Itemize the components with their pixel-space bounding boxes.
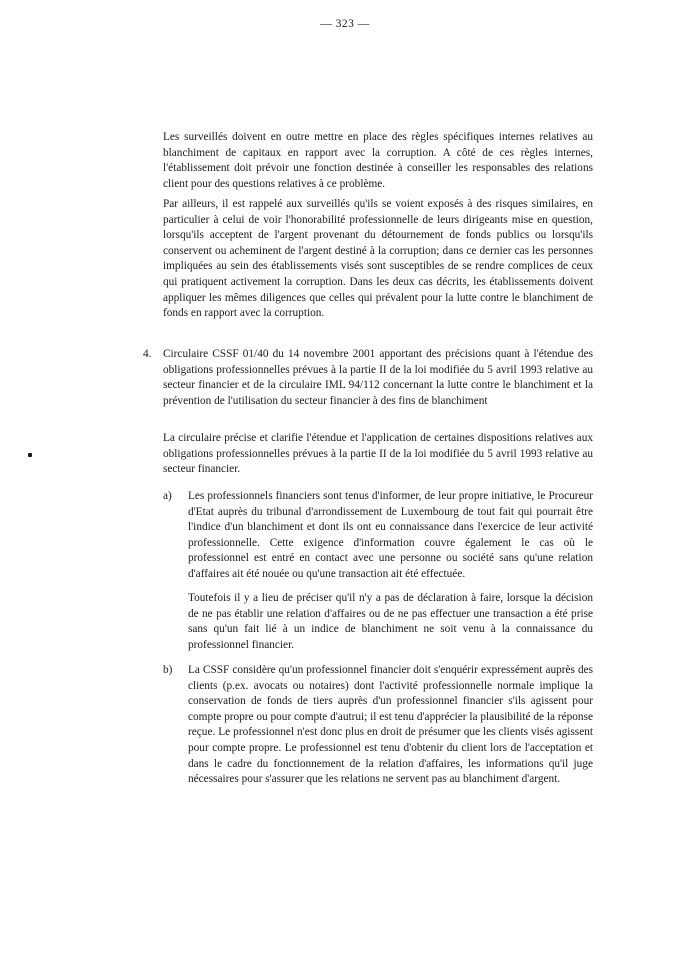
item-4-number: 4.	[143, 348, 152, 360]
sub-item-a-text-2: Toutefois il y a lieu de préciser qu'il n'y a pas de déclaration à faire, lorsque la décision de ne pas établir une relation d'affaires ou de ne pas effectuer une transaction a été prise sans qu'un fait lié à un indice de blanchiment ne soit venu à la connaissance du professionnel financier.	[188, 592, 593, 651]
page-number: — 323 —	[320, 18, 370, 30]
sub-item-b-text: La CSSF considère qu'un professionnel financier doit s'enquérir expressément auprès des clients (p.ex. avocats ou notaires) dont l'activité professionnelle normale implique la conservation de fonds de tiers auprès d'un professionnel financier s'ils agissent pour compte propre ou pour compte d'autrui; il est tenu d'apprécier la plausibilité de la réponse reçue. Le professionnel n'est donc plus en droit de présumer que les clients visés agissent pour compte propre. Le professionnel est tenu d'obtenir du client lors de l'acceptation et dans le cadre du fonctionnement de la relation d'affaires, les informations qu'il juge nécessaires pour s'assurer que les relations ne servent pas au blanchiment d'argent.	[188, 664, 593, 786]
paragraph-internal-rules: Les surveillés doivent en outre mettre en place des règles spécifiques internes relatives au blanchiment de capitaux en rapport avec la corruption. A côté de ces règles internes, l'établissement doit prévoir une fonction destinée à conseiller les responsables des relations client pour des questions relatives à ce problème.	[163, 131, 593, 190]
margin-mark	[28, 453, 32, 457]
sub-item-b-label: b)	[163, 664, 173, 676]
sub-item-a-text-1: Les professionnels financiers sont tenus d'informer, de leur propre initiative, le Procureur d'Etat auprès du tribunal d'arrondissement de Luxembourg de tout fait qui pourrait être l'indice d'un blanchiment et dont ils ont eu connaissance dans l'exercice de leur activité professionnelle. Cette exigence d'information couvre également le cas où le professionnel est entré en contact avec une personne ou société sans qu'une relation d'affaires ait été nouée ou qu'une transaction ait été effectuée.	[188, 490, 593, 580]
item-4-title: Circulaire CSSF 01/40 du 14 novembre 2001 apportant des précisions quant à l'étendue des obligations professionnelles prévues à la partie II de la loi modifiée du 5 avril 1993 relative au secteur financier et de la circulaire IML 94/112 concernant la lutte contre le blanchiment et la prévention de l'utilisation du secteur financier à des fins de blanchiment	[163, 348, 593, 407]
paragraph-similar-risks: Par ailleurs, il est rappelé aux surveillés qu'ils se voient exposés à des risques similaires, en particulier à celui de voir l'honorabilité professionnelle de leurs dirigeants mise en question, lorsqu'ils acceptent de l'argent provenant du détournement de fonds publics ou lorsqu'ils conservent ou acheminent de l'argent destiné à la corruption; dans ce dernier cas les personnes impliquées au sein des établissements visés sont susceptibles de se rendre complices de ceux qui pratiquent activement la corruption. Dans les deux cas décrits, les établissements doivent appliquer les mêmes diligences que celles qui prévalent pour la lutte contre le blanchiment de fonds en rapport avec la corruption.	[163, 198, 593, 320]
item-4-intro: La circulaire précise et clarifie l'étendue et l'application de certaines dispositions relatives aux obligations professionnelles prévues à la partie II de la loi modifiée du 5 avril 1993 relative au secteur financier.	[163, 432, 593, 476]
sub-item-a-label: a)	[163, 490, 172, 502]
